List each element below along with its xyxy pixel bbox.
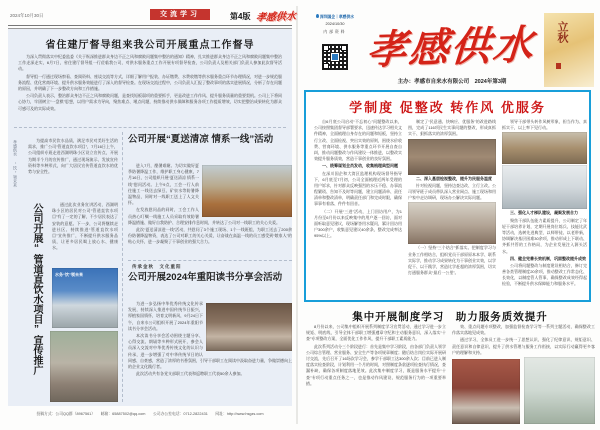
photo-bright-conference — [524, 357, 595, 424]
cool-paragraph: 进入7月，酷暑难耐。为切实做好夏季防暑降温工作，维护职工身心健康，7月16日，公司组织开展“夏送清凉 情系一线”慰问活动。上午9点，工会一行人前往施工一线送去绿豆、矿泉水等防暑降温物品，同时对一线职工送上了人文关怀。 — [128, 163, 199, 206]
reading-article-body — [128, 301, 292, 401]
main-paragraph: 聚焦干部队伍能力素质提升，公司制定了年轻干部培养计划，定期开展岗位练兵、技能比武等活动，选树先进典型，以师带徒、以老带新，协调解决基层困难30余项，推动形成上下联动、齐抓共管的工作格局，为企业发展注入源头活水。 — [502, 217, 587, 254]
main-article-col1 — [314, 119, 402, 297]
corner-brand-text: 深圳国企｜孝感供水 — [319, 15, 355, 19]
lead-paragraph: 为深入贯彻落实中纪委监委《关于纵深推进群众身边不正之风和腐败问题集中整治的通知》精神，扎实推进群众身边不正之风和腐败问题集中整治工作走深走实，6月7日，省住建厅督导组一行莅临我公司，对供水服务重点工作开展专项督导检查，公司负责人及相关部门负责人参加此次督导活动。 — [18, 54, 282, 72]
divider — [128, 260, 292, 261]
pipe-article-headline: 公司开展“管道直饮水项目”宣传推广 — [31, 203, 42, 375]
qr-eye — [323, 63, 329, 69]
qr-logo-center — [331, 53, 339, 61]
reading-paragraph: 为进一步弘扬中华优秀传统文化传承发展，持续深入推进中国传统节日振兴，厚植家国情怀，培育文明新风，9月24日下午，自来水公司组织开展了2024年重阳节读书分享会活动。 — [128, 301, 203, 331]
photo-roundtable-discussion — [408, 202, 496, 244]
main-paragraph: （一）坚持“三个结合”抓落实。把制度学习与业务工作相结合，组织党员干部原原本本学、联系实际学，推动学习成果转化为干事创业实效，以学促干、以干践学，营造比学赶超的浓厚氛围，切实打通服务群众“最后一公里”。 — [408, 245, 496, 276]
page-fold-divider — [296, 6, 298, 424]
reading-article-headline: 公司开展2024年重阳读书分享会活动 — [128, 272, 283, 283]
cool-article-headline: 公司开展“夏送清凉 情系一线”活动 — [128, 134, 274, 145]
pipe-article-body-side — [52, 202, 118, 264]
main-article-headline: 学制度 促整改 转作风 优服务 — [349, 100, 546, 115]
section-heading: 二、深入基层检视整改，提升为民服务温度 — [416, 175, 492, 181]
qr-eye — [341, 45, 347, 51]
seasonal-title: 立秋 — [556, 21, 569, 43]
section-badge: 交流学习 — [150, 9, 210, 20]
corner-brand — [306, 14, 364, 20]
bottom-paragraph: 效、重点问题专项整改，加强监督检查学习等一系列主题活动，确保整改工作落实落地见成效。 — [452, 324, 595, 336]
reading-paragraph: 此次活动共有各党支部职工代表和返聘职工代表50余人参加。 — [136, 371, 245, 377]
main-article-col3 — [502, 119, 587, 297]
main-paragraph: 在深川国企和大湾区监理机构现场督导指导下，6月底至7月初，公司全面梳理近两年受理的用户诉求，针对群众反映强烈的水压不稳、办事流程繁琐、告知不及时等问题，建立问题清单、责任清单和整改清单，明确责任部门和完成时限，确保事事有着落、件件有回音。 — [314, 170, 402, 207]
photo-reading-event — [206, 303, 292, 351]
cool-paragraph: 在发放慰问品的同时，工会工作人员热心叮嘱一线施工人员采取有效防暑降温措施、做好自我防护、合理安排作息时间，并转达了公司对一线职工的关心关爱。 — [128, 207, 280, 225]
left-page-date: 2024年10月30日 — [10, 13, 44, 18]
edition-label: 第4版 — [230, 12, 251, 21]
divider — [14, 127, 286, 128]
section-heading: 三、强化人才梯队建设，凝聚发展合力 — [510, 210, 578, 216]
bottom-article-col1 — [306, 324, 446, 426]
main-paragraph: 制定了“民意通、快响应、优服务”的改进路线图，完成了116项民生实事问题的整改，形成真抓实干、狠抓落实的浓厚氛围。 — [408, 119, 496, 137]
masthead-subtitle: 主办：孝感市自来水有限公司 2024年第3期 — [397, 79, 507, 85]
section-heading: 四、健全完善长效机制，巩固整改提升成效 — [510, 255, 586, 261]
lead-article-body — [18, 54, 282, 124]
cool-paragraph: 此次“夏送清凉进一线”活动，共慰问了3个施工现场、1个一线班组，为职工送去了200余份防暑降温物资，表达了公司对职工的关心关爱，让奋战在高温一线的员工感受到“娘家人”的贴心关怀，进一步凝聚了干事创业的强大合力。 — [128, 226, 292, 245]
bottom-article-headline: 集中开展制度学习 助力服务质效提升 — [352, 311, 548, 323]
photo-service-counter — [502, 165, 587, 209]
pipe-paragraph: 为提高市民饮水品质，满足市民对美好生活的需求，推广公司“管道直饮水项目”，7月16日上午，公司组织专班走进西湖明珠小区设立宣传点，开展为期半个月的宣传推广，通过现场演示、发放宣传资料等多种形式，向广大居民宣传管道直饮水的优势与安全性。 — [28, 138, 118, 174]
seasonal-art-panel — [544, 13, 594, 87]
main-paragraph: 领导干部带头转作风树形象，担当作为、真抓实干，以上率下见行动。 — [502, 119, 587, 131]
main-paragraph: 公司将问题整改与制度建设相结合，修订完善各类管理制度20余项，推动整改工作常态化、长效化，以制度管人管事，确保整改成效经得起检验，不断提升供水保障能力和服务水平。 — [502, 262, 587, 287]
lead-paragraph: 督导组一行通过现场察看、查阅资料、座谈交流等方式，详细了解用户报装、办证缴费、水费收缴等供水服务重点环节办理情况，对进一步规范服务流程、优化营商环境、提升供水服务效能进行了深入的督导检查。在现场交流过程中，公司负责人汇报了整改事项的落实进展情况，分析了存在问题的原因，并明确了下一步整改方向和工作措施。 — [18, 73, 282, 91]
main-article-col2 — [408, 119, 496, 297]
lead-paragraph: 公司负责人表示，整治群众身边不正之风和腐败问题，是查找短板弱项的重要抓手，更是改进工作作风、提升服务质量的重要契机。公司上下将同心协力，牢固树立“一盘棋”思想，以用户需求为导向，聚焦难点、堵点问题，持续推动供水保障和服务各项工作提质增效，切实把整治成果转化为群众可感可及的实际成效。 — [18, 93, 282, 111]
page-left — [0, 0, 296, 430]
main-article-box — [304, 90, 591, 302]
bottom-paragraph: 此次系列活动分三个阶段进行：首先是集中学习阶段，由各部门负责人领学公司综合管理、营业服务、安全生产等各项规章制度；随后结合岗位实际开展研讨交流，先后召开了16场次学习会，参学干部职工达300余人次；目前已进入制度落实检查阶段，计划利用一个月的时间，对照制度条款逐项检查执行情况，查漏补缺，确保各项制度落地见效。此次集中制度学习，既是服务水平提升“十查”专项行动重点任务之一，也是推动作风建设、规范服务行为的一项重要举措。 — [306, 343, 446, 386]
corner-date: 2024/10/30 — [325, 22, 345, 26]
bottom-paragraph: 8月份以来，公司集中组织开展系列制度学习宣贯活动，通过学习进一步立规矩、明底线，引导全体干部职工增强遵章守纪和主动服务意识，深入落实“十查”专项整改方案，全面优化工作作风，提升干部职工素质能力。 — [306, 324, 446, 342]
reading-paragraph: 本次读书分享会活动围绕主题分享、心得交流、朗诵等多种形式展开，参会人员深入交流对中华优秀传统文化的认识与传承，进一步增强了对中华传统节日的认同感、自豪感，营造了浓厚的书香氛围，引导干部职工在阅读中汲取奋进力量，争做崇德向上的企业文化践行者。 — [128, 332, 292, 369]
pipe-paragraph: 通过此次业务宣讲活动，西湖明珠小区的居民对公司“管道直饮水项目”有了一定的了解，不少居民表达了安装的意愿。下一步，公司将继续走进社区、持续推进“管道直饮水项目”宣传推广，不断提升供水服务品质，让更多居民喝上放心水、健康水。 — [52, 202, 118, 251]
page-right — [300, 0, 600, 430]
qr-eye — [323, 45, 329, 51]
bottom-article-col2 — [452, 324, 595, 356]
reading-article-kicker: 传承金秋 文化重阳 — [132, 264, 182, 269]
main-intro: 自6月底公司启动“不忘初心”问题整改以来，公司按照集团督导部署要求，迅速传达学习相关文件精神，全面梳理自身存在的问题和短板，坚持立行立改、全面检视、突出实效的原则，围绕水价收费、营商环境、供水服务等重点环节开展自查自纠，推动问题整改与作风建设一体推进，以整改实效提升服务质效，营造干事创业的良好氛围。 — [314, 119, 402, 162]
cool-article-body — [128, 163, 292, 257]
photo-construction-site — [202, 165, 292, 217]
main-paragraph: 针对检视问题，坚持边查边改、立行立改。公司领导班子成员带队深入营业网点、施工现场和用户家中走访调研，现场办公解决实际问题。 — [408, 182, 496, 201]
corner-label: 内部资料 — [323, 30, 347, 34]
photo-office-inspection — [502, 132, 587, 164]
seal-stamp-icon — [556, 63, 561, 69]
photo-staff-meeting — [408, 139, 496, 175]
masthead-title: 孝感供水 — [365, 21, 537, 75]
divider — [122, 132, 123, 402]
photo-street-outreach — [50, 331, 118, 402]
pipe-article-body-top — [28, 138, 118, 200]
contact-footer: 投稿方式：公司QQ群（8967561） 邮箱：65887502@qq.com 公司办公室电话：0712-2822431 网址：http://www.hsgzs.com — [36, 412, 264, 416]
bottom-paragraph: 通过学习，全体员工进一步统一了思想认识，强化了纪律意识、规矩意识、责任意识和自律意识，提升了供水管理与服务工作衔接，以实际行动赢得更多客户的理解和支持。 — [452, 337, 595, 355]
pipe-article-kicker: 孝感供水 “饮”领未来 — [13, 140, 18, 187]
qr-code — [322, 44, 348, 70]
lead-article-headline: 省住建厅督导组来我公司开展重点工作督导 — [45, 40, 255, 51]
left-page-logo: 孝感供水 — [255, 11, 297, 24]
section-heading: 一、统筹谋划全员发动，收集梳理典型问题 — [322, 163, 398, 169]
photo-promotion-booth — [52, 268, 118, 328]
booth-banner-text: 水务“饮”领未来 — [55, 272, 83, 277]
photo-meeting-red-wall — [452, 359, 520, 424]
droplet-icon — [316, 14, 319, 18]
main-paragraph: （二）开展“三进”活动，上门回访用户，为1月份至6月份以来反映集中的用户逐一回访，面对面听取意见建议，现场解答用水疑问，累计回访用户300余户，收集意见建议40余条，整改完成率达95%以上。 — [314, 208, 402, 239]
